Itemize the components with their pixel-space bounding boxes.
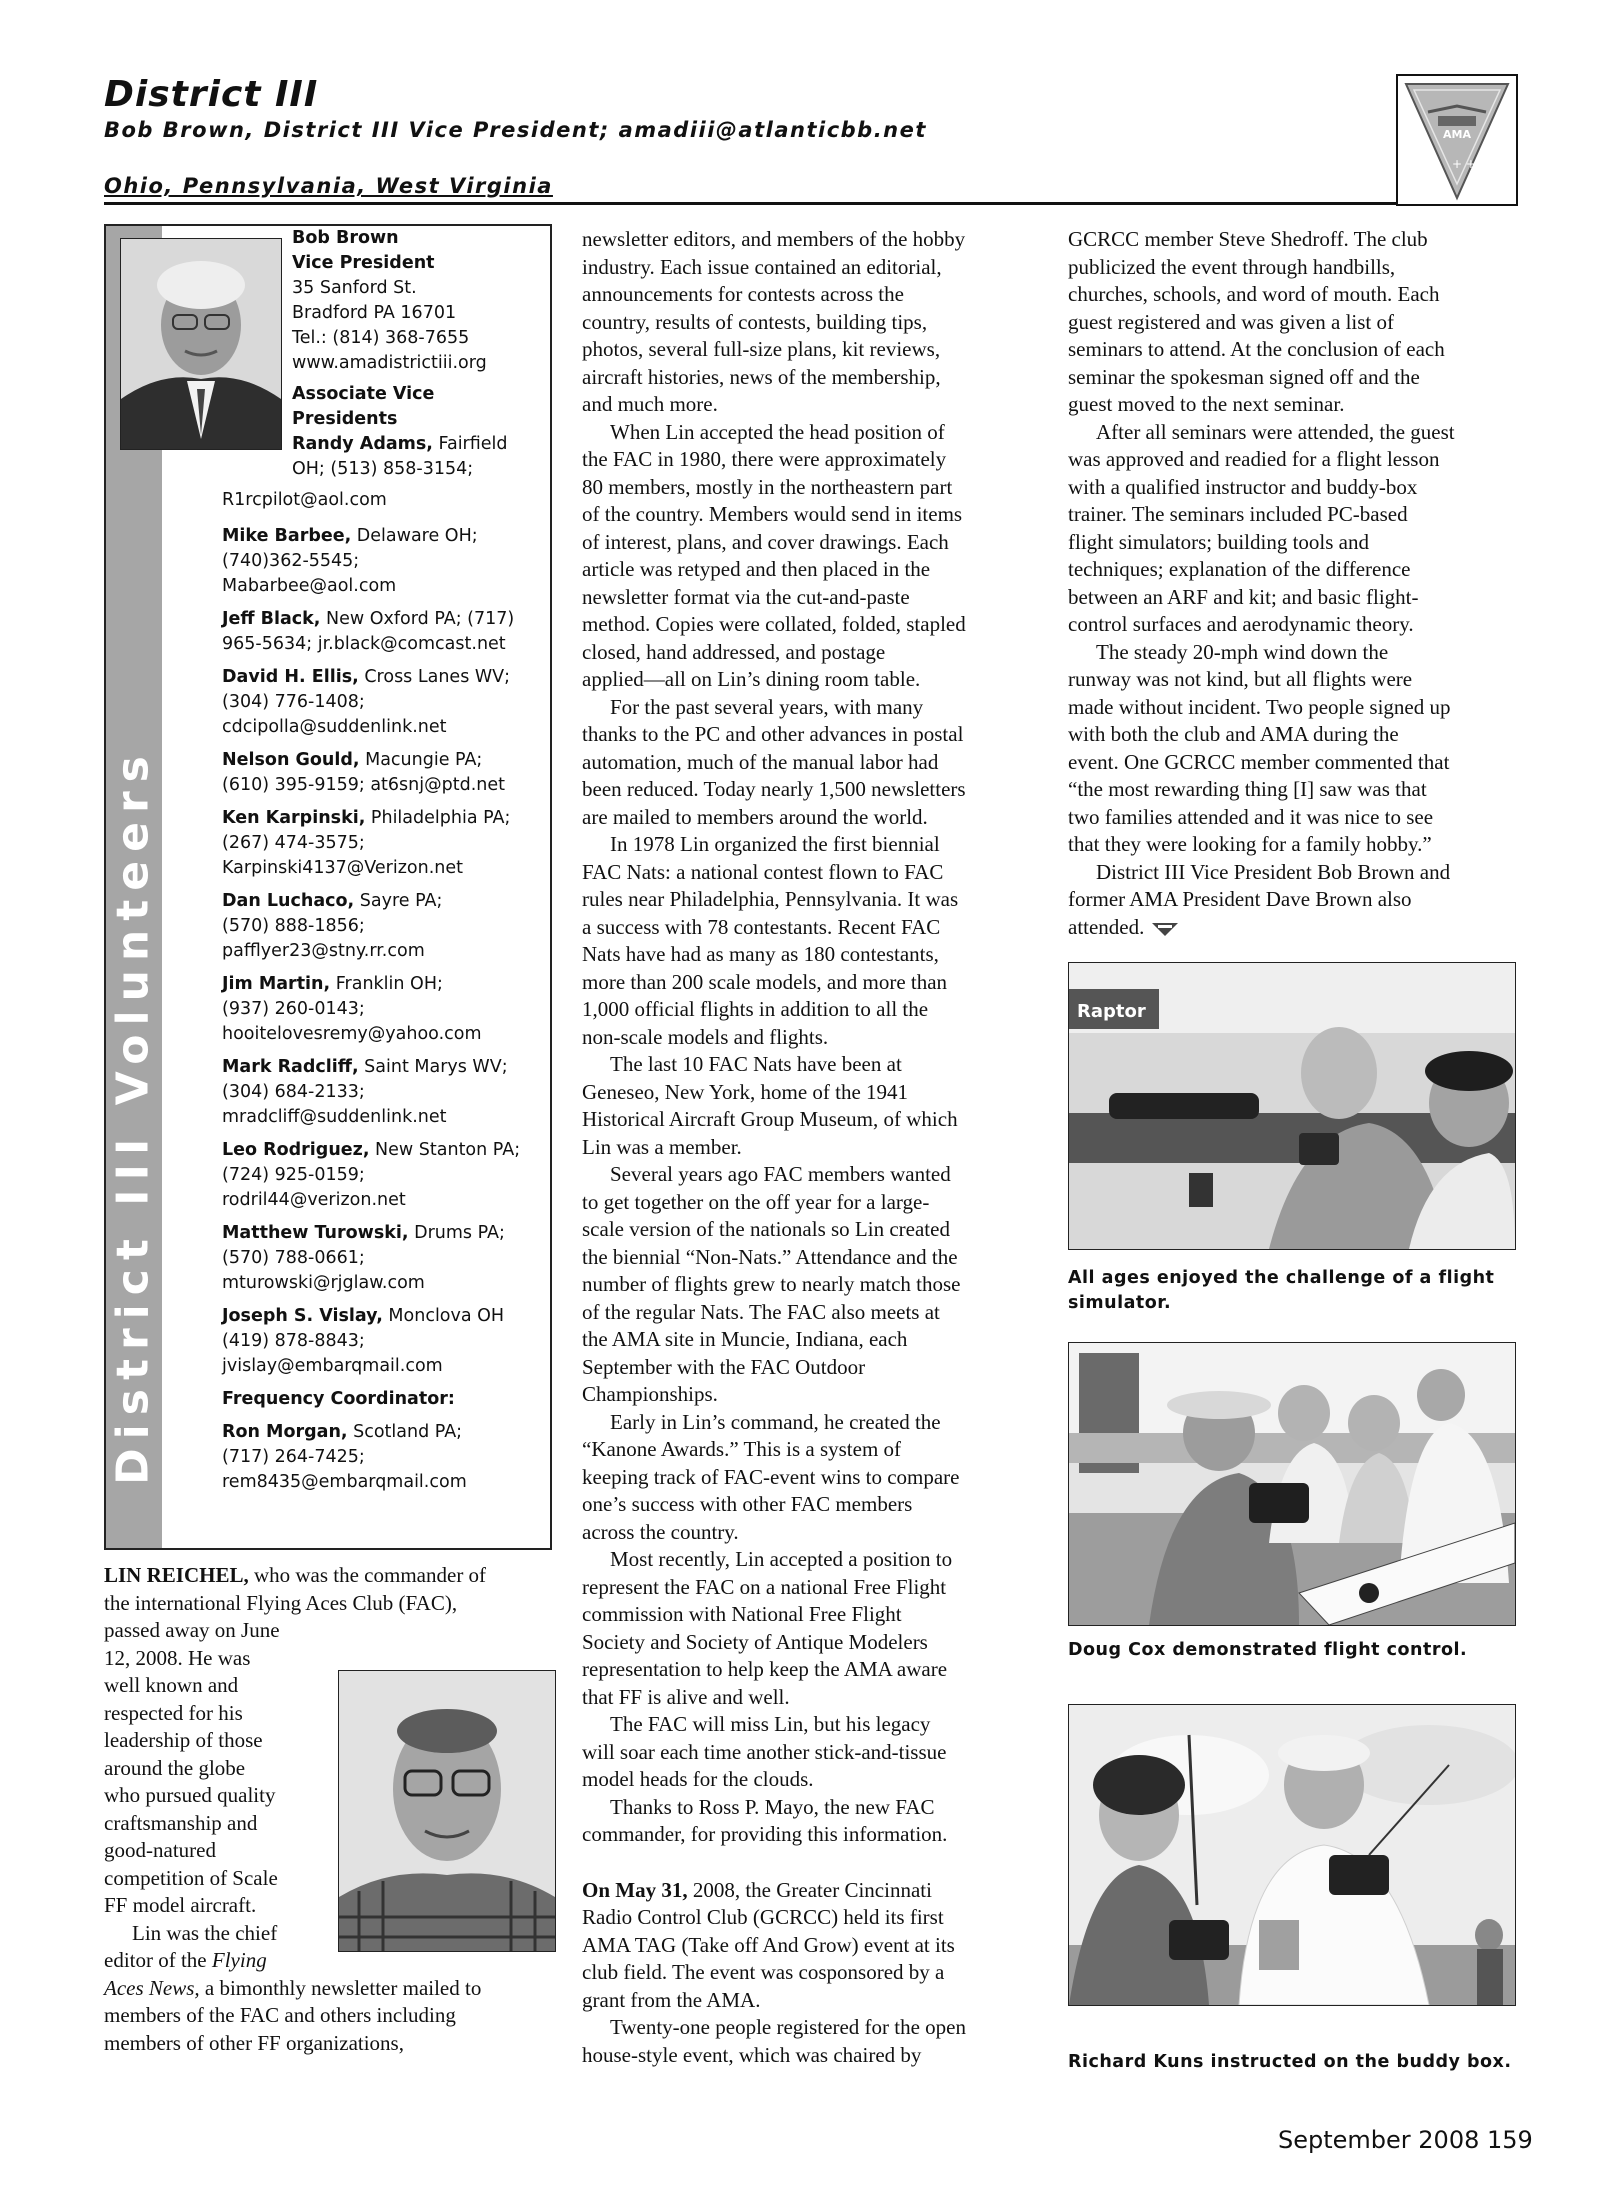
logo-text: AMA [1443, 128, 1471, 141]
text-line: 80 members, mostly in the northeastern part [582, 474, 953, 499]
avp-entry [222, 748, 544, 798]
text-span: a bimonthly newsletter mailed to [199, 1975, 482, 2000]
text-line: good-natured [104, 1838, 216, 1862]
text-line: grant from the AMA. [582, 1987, 761, 2012]
lin-reichel-photo [338, 1670, 556, 1952]
text-line: represent the FAC on a national Free Flight [582, 1574, 947, 1599]
text-line: to get together on the off year for a large- [582, 1189, 930, 1214]
text-line: club field. The event was cosponsored by a [582, 1960, 945, 1984]
avp-email: hooitelovesremy@yahoo.com [222, 1024, 482, 1044]
text-line: AMA TAG (Take off And Grow) event at its [582, 1932, 955, 1957]
text-line: made without incident. Two people signed up [1068, 694, 1451, 719]
text-span: 2008, the Greater Cincinnati [687, 1877, 932, 1902]
avp-line: (570) 888-1856; [222, 916, 365, 936]
vp-name: Bob Brown [292, 228, 399, 248]
ama-end-mark-icon [1150, 921, 1180, 937]
text-line: more than 200 scale models, and more than [582, 969, 948, 994]
article-column-2 [582, 226, 1022, 2069]
text-line: runway was not kind, but all flights were [1068, 667, 1413, 691]
lead-in: On May 31, [582, 1877, 688, 1902]
avp-line: Franklin OH; [330, 974, 443, 994]
text-line: aircraft histories, news of the membership, [582, 364, 941, 389]
text-line: of the country. Members would send in items [582, 502, 963, 526]
avp-line: 965-5634; jr.black@comcast.net [222, 634, 506, 654]
text-line [582, 1877, 1022, 1905]
text-line: Lin was the chief [132, 1920, 278, 1945]
avp-line: Philadelphia PA; [365, 808, 511, 828]
avp-line: (304) 776-1408; [222, 692, 365, 712]
text-line: 12, 2008. He was [104, 1645, 251, 1670]
text-line: control surfaces and aerodynamic theory. [1068, 612, 1414, 636]
bob-brown-photo [120, 238, 282, 450]
text-line: across the country. [582, 1519, 739, 1544]
text-line: number of flights grew to nearly match those [582, 1272, 961, 1296]
ama-logo [1396, 74, 1518, 206]
avp-name: Dan Luchaco, [222, 891, 355, 911]
text-line: guest registered and was given a list of [1068, 309, 1394, 334]
ama-shield-icon [1398, 76, 1516, 204]
text-line: guest moved to the next seminar. [1068, 392, 1345, 416]
text-line: who pursued quality [104, 1783, 276, 1807]
text-line: craftsmanship and [104, 1810, 258, 1835]
text-line: trainer. The seminars included PC-based [1068, 502, 1408, 526]
avp-name: Jim Martin, [222, 974, 331, 994]
text-line: country, results of contests, building tips, [582, 309, 928, 334]
avp-entry [222, 1138, 544, 1213]
text-line: For the past several years, with many [610, 694, 924, 719]
text-line: Several years ago FAC members wanted [610, 1162, 951, 1186]
text-line: two families attended and it was nice to see [1068, 804, 1434, 829]
text-line: house-style event, which was chaired by [582, 2042, 922, 2067]
avp-line: (570) 788-0661; [222, 1248, 365, 1268]
text-line: After all seminars were attended, the guest [1096, 419, 1455, 444]
text-line: article was retyped and then placed in the [582, 557, 931, 581]
avp-email: jvislay@embarqmail.com [222, 1356, 443, 1376]
freq-email: rem8435@embarqmail.com [222, 1472, 467, 1492]
avp-email: Mabarbee@aol.com [222, 576, 397, 596]
avp-line: Monclova OH [382, 1306, 505, 1326]
text-line: “the most rewarding thing [I] saw was that [1068, 777, 1427, 801]
avp-heading-1: Associate Vice [292, 384, 435, 404]
avp-entry [222, 806, 544, 881]
text-line: that they were looking for a family hobby.” [1068, 832, 1432, 856]
text-line: competition of Scale [104, 1865, 278, 1890]
text-line: Thanks to Ross P. Mayo, the new FAC [610, 1794, 935, 1819]
text-line: been reduced. Today nearly 1,500 newsletters [582, 777, 966, 801]
text-line: Historical Aircraft Group Museum, of which [582, 1107, 958, 1131]
article-column-3 [1068, 226, 1518, 941]
avp-name: Randy Adams, [292, 434, 433, 454]
avp-email: Karpinski4137@Verizon.net [222, 858, 464, 878]
doug-cox-photo [1068, 1342, 1516, 1626]
text-line: Society and Society of Antique Modelers [582, 1629, 928, 1654]
publication-title: Aces News, [104, 1975, 200, 2000]
text-line: photos, several full-size plans, kit reviews, [582, 337, 941, 361]
text-line: that FF is alive and well. [582, 1684, 790, 1709]
avp-line: New Oxford PA; (717) [320, 609, 515, 629]
text-line: When Lin accepted the head position of [610, 419, 945, 444]
richard-kuns-photo [1068, 1704, 1516, 2006]
page-footer: September 2008 159 [1278, 2126, 1533, 2154]
text-line: scale version of the nationals so Lin created [582, 1217, 950, 1241]
text-line: September with the FAC Outdoor [582, 1354, 866, 1379]
publication-title: Flying [211, 1948, 267, 1972]
vp-city: Bradford PA 16701 [292, 303, 457, 323]
photo-2-caption: Doug Cox demonstrated flight control. [1068, 1640, 1468, 1660]
text-line: churches, schools, and word of mouth. Each [1068, 282, 1440, 306]
text-line: one’s success with other FAC members [582, 1492, 913, 1516]
vp-contact [292, 226, 508, 482]
text-line: Geneseo, New York, home of the 1941 [582, 1079, 909, 1104]
text-line: leadership of those [104, 1728, 263, 1752]
text-line: 1,000 official flights in addition to all the [582, 997, 929, 1021]
text-line: method. Copies were collated, folded, stapled [582, 612, 966, 636]
text-line: the international Flying Aces Club (FAC), [104, 1590, 458, 1615]
avp-line: (419) 878-8843; [222, 1331, 365, 1351]
avp-line: OH; (513) 858-3154; [292, 459, 474, 479]
text-line: The last 10 FAC Nats have been at [610, 1052, 902, 1076]
text-line: respected for his [104, 1700, 243, 1725]
text-line [104, 1975, 556, 2003]
avp-entry [222, 1055, 544, 1130]
avp-name: Mike Barbee, [222, 526, 352, 546]
text-line: members of the FAC and others including [104, 2003, 456, 2027]
text-line: and much more. [582, 392, 718, 416]
text-line: seminars to attend. At the conclusion of each [1068, 337, 1445, 361]
text-line: District III Vice President Bob Brown and [1096, 859, 1451, 884]
avp-list [222, 524, 544, 1495]
text-line: seminar the spokesman signed off and the [1068, 364, 1420, 389]
text-line: The steady 20-mph wind down the [1096, 639, 1389, 664]
text-line: announcements for contests across the [582, 282, 904, 306]
avp-email: pafflyer23@stny.rr.com [222, 941, 425, 961]
text-line: with both the club and AMA during the [1068, 722, 1399, 746]
flight-simulator-photo [1068, 962, 1516, 1250]
avp-entry [222, 607, 544, 657]
avp-email: mturowski@rjglaw.com [222, 1273, 425, 1293]
text-line: Lin was a member. [582, 1134, 742, 1159]
text-line: the FAC in 1980, there were approximately [582, 447, 947, 471]
avp-name: Ken Karpinski, [222, 808, 366, 828]
text-line: the AMA site in Muncie, Indiana, each [582, 1327, 908, 1351]
caption-line: simulator. [1068, 1293, 1172, 1313]
avp-entry [222, 1304, 544, 1379]
text-line: with a qualified instructor and buddy-box [1068, 474, 1418, 499]
text-line: rules near Philadelphia, Pennsylvania. It was [582, 887, 959, 911]
avp-email: rodril44@verizon.net [222, 1190, 406, 1210]
vp-tel: Tel.: (814) 368-7655 [292, 328, 470, 348]
text-line: In 1978 Lin organized the first biennial [610, 832, 940, 856]
text-line: are mailed to members around the world. [582, 804, 928, 829]
avp-email: R1rcpilot@aol.com [222, 490, 387, 510]
avp-line: (610) 395-9159; at6snj@ptd.net [222, 775, 505, 795]
text-line: event. One GCRCC member commented that [1068, 749, 1450, 774]
photo-1-caption [1068, 1266, 1514, 1316]
avp-line: Sayre PA; [354, 891, 443, 911]
text-span: attended. [1068, 914, 1145, 939]
text-line: the biennial “Non-Nats.” Attendance and the [582, 1244, 958, 1269]
page-title: District III [104, 74, 319, 115]
text-line: around the globe [104, 1755, 246, 1780]
avp-email: cdcipolla@suddenlink.net [222, 717, 447, 737]
volunteers-band-label: District III Volunteers [107, 747, 159, 1485]
text-line: non-scale models and flights. [582, 1024, 829, 1049]
text-line: newsletter format via the cut-and-paste [582, 584, 910, 609]
text-line: of the regular Nats. The FAC also meets at [582, 1299, 940, 1324]
avp-line: Cross Lanes WV; [358, 667, 511, 687]
avp-line: (740)362-5545; [222, 551, 360, 571]
text-line: industry. Each issue contained an editorial, [582, 254, 942, 279]
avp-line: Macungie PA; [359, 750, 483, 770]
text-line: closed, hand addressed, and postage [582, 639, 886, 664]
district-states: Ohio, Pennsylvania, West Virginia [104, 174, 553, 198]
avp-entry [222, 1221, 544, 1296]
text-line: of interest, plans, and cover drawings. Each [582, 529, 949, 554]
text-line: model heads for the clouds. [582, 1767, 814, 1791]
header-rule [104, 202, 1512, 205]
avp-line: New Stanton PA; [369, 1140, 521, 1160]
avp-line: (724) 925-0159; [222, 1165, 365, 1185]
text-line: Twenty-one people registered for the open [610, 2015, 966, 2039]
page-subtitle: Bob Brown, District III Vice President; amadiii@atlanticbb.net [104, 118, 927, 142]
avp-line: Drums PA; [408, 1223, 505, 1243]
avp-line: Delaware OH; [351, 526, 478, 546]
frequency-coordinator [222, 1420, 544, 1495]
avp-entry [222, 524, 544, 599]
text-line: commander, for providing this information. [582, 1822, 948, 1846]
text-line: keeping track of FAC-event wins to compare [582, 1464, 960, 1489]
text-line: flight simulators; building tools and [1068, 529, 1369, 554]
freq-name: Ron Morgan, [222, 1422, 348, 1442]
avp-entry-0 [292, 432, 508, 457]
vp-title: Vice President [292, 253, 435, 273]
text-line: commission with National Free Flight [582, 1602, 902, 1626]
text-line: Radio Control Club (GCRCC) held its first [582, 1905, 944, 1929]
avp-name: Matthew Turowski, [222, 1223, 409, 1243]
text-line: members of other FF organizations, [104, 2030, 404, 2055]
text-line: publicized the event through handbills, [1068, 254, 1396, 279]
text-line: thanks to the PC and other advances in postal [582, 722, 964, 746]
text-line: passed away on June [104, 1618, 280, 1642]
text-line: Most recently, Lin accepted a position to [610, 1547, 953, 1571]
text-line: well known and [104, 1673, 239, 1697]
lead-in: LIN REICHEL, [104, 1563, 249, 1587]
freq-line: Scotland PA; [347, 1422, 463, 1442]
text-line [1068, 914, 1518, 942]
vp-website: www.amadistrictiii.org [292, 353, 487, 373]
text-line: “Kanone Awards.” This is a system of [582, 1437, 902, 1461]
avp-name: Nelson Gould, [222, 750, 360, 770]
avp-heading-2: Presidents [292, 409, 398, 429]
text-span: editor of the [104, 1948, 212, 1972]
text-line: Championships. [582, 1382, 718, 1406]
avp-entry [222, 972, 544, 1047]
text-line: representation to help keep the AMA aware [582, 1657, 948, 1681]
text-line: automation, much of the manual labor had [582, 749, 939, 774]
svg-text:+ +: + + [1452, 157, 1476, 171]
text-line: applied—all on Lin’s dining room table. [582, 667, 921, 691]
text-line: techniques; explanation of the difference [1068, 557, 1411, 581]
avp-line: Saint Marys WV; [358, 1057, 508, 1077]
text-line: FF model aircraft. [104, 1893, 257, 1917]
text-line: Nats have had as many as 180 contestants, [582, 942, 939, 966]
caption-line: All ages enjoyed the challenge of a flight [1068, 1268, 1495, 1288]
avp-entry [222, 889, 544, 964]
text-line: The FAC will miss Lin, but his legacy [610, 1712, 931, 1736]
avp-line: (304) 684-2133; [222, 1082, 365, 1102]
avp-name: David H. Ellis, [222, 667, 359, 687]
text-line: Early in Lin’s command, he created the [610, 1409, 941, 1434]
text-line: will soar each time another stick-and-tissue [582, 1739, 947, 1764]
text-line: a success with 78 contestants. Recent FAC [582, 914, 941, 939]
raptor-sign: Raptor [1077, 1001, 1146, 1022]
avp-line: (937) 260-0143; [222, 999, 365, 1019]
text-line: between an ARF and kit; and basic flight- [1068, 584, 1419, 609]
avp-name: Mark Radcliff, [222, 1057, 359, 1077]
avp-email: mradcliff@suddenlink.net [222, 1107, 447, 1127]
avp-line: (267) 474-3575; [222, 833, 365, 853]
frequency-heading: Frequency Coordinator: [222, 1389, 455, 1409]
text-line: former AMA President Dave Brown also [1068, 887, 1412, 911]
text-line: FAC Nats: a national contest flown to FAC [582, 859, 944, 884]
avp-entry [222, 665, 544, 740]
avp-name: Joseph S. Vislay, [222, 1306, 383, 1326]
avp-name: Leo Rodriguez, [222, 1140, 370, 1160]
avp-line: Fairfield [432, 434, 508, 454]
avp-name: Jeff Black, [222, 609, 321, 629]
photo-3-caption: Richard Kuns instructed on the buddy box. [1068, 2052, 1512, 2072]
text-line: GCRCC member Steve Shedroff. The club [1068, 227, 1428, 251]
text-line: newsletter editors, and members of the hobby [582, 227, 966, 251]
freq-line: (717) 264-7425; [222, 1447, 365, 1467]
text-line: was approved and readied for a flight lesson [1068, 447, 1440, 471]
vp-street: 35 Sanford St. [292, 278, 417, 298]
text-line: who was the commander of [253, 1563, 487, 1587]
